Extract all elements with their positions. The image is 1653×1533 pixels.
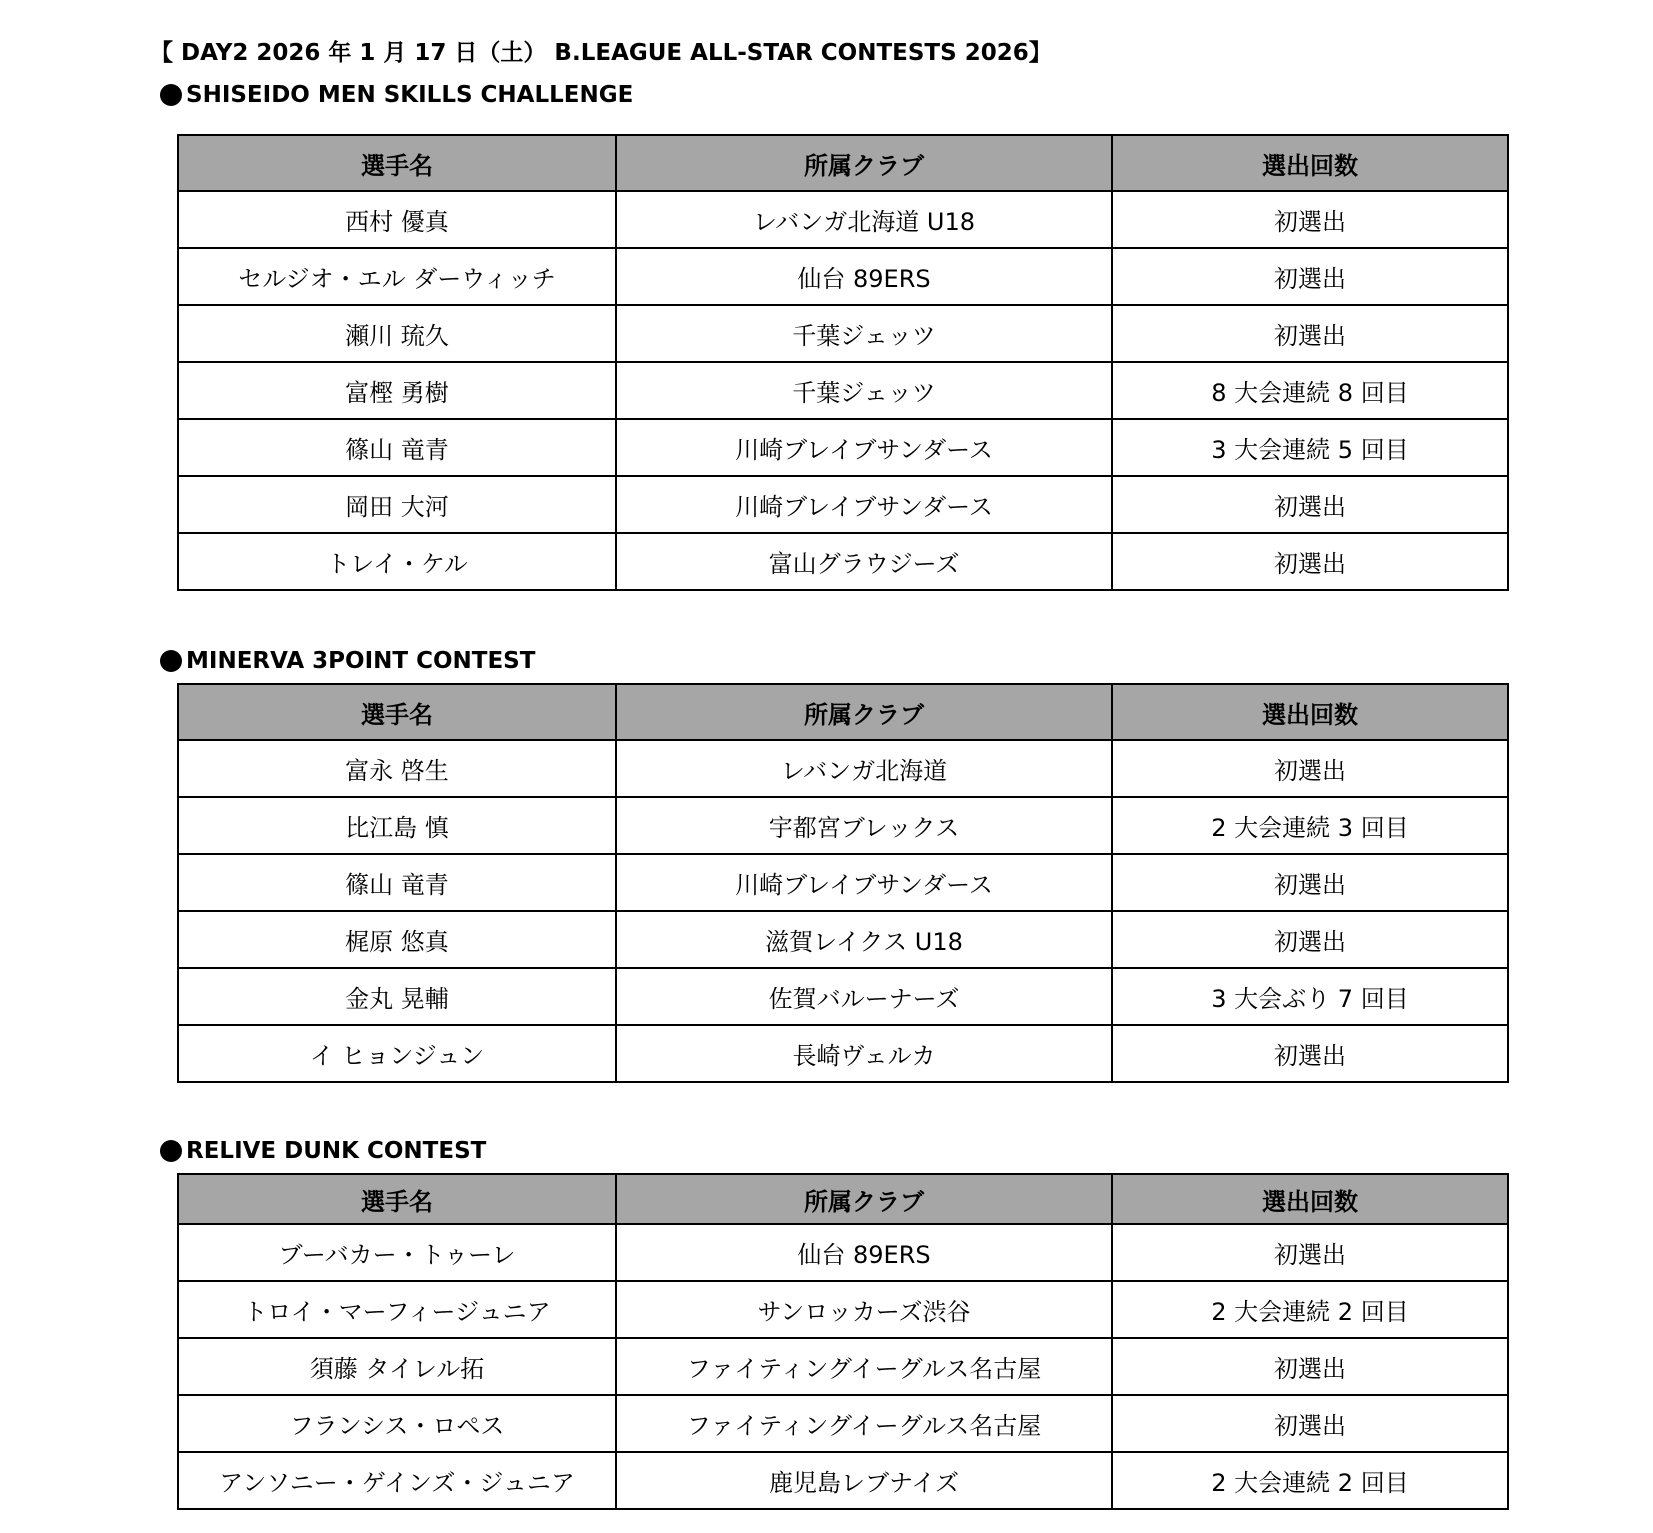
club-name: 仙台 89ERS bbox=[616, 248, 1112, 305]
selection-count: 2 大会連続 2 回目 bbox=[1112, 1452, 1508, 1509]
player-name: 富永 啓生 bbox=[178, 740, 616, 797]
table-row bbox=[178, 1281, 1508, 1338]
table-row bbox=[178, 191, 1508, 248]
selection-count: 初選出 bbox=[1112, 740, 1508, 797]
player-name: 須藤 タイレル拓 bbox=[178, 1338, 616, 1395]
selection-count: 2 大会連続 2 回目 bbox=[1112, 1281, 1508, 1338]
table-row bbox=[178, 854, 1508, 911]
table-row bbox=[178, 419, 1508, 476]
3point-contest-table bbox=[177, 683, 1509, 1083]
section-title-text: SHISEIDO MEN SKILLS CHALLENGE bbox=[186, 82, 634, 108]
header-club: 所属クラブ bbox=[616, 1174, 1112, 1224]
dunk-contest-table bbox=[177, 1173, 1509, 1510]
header-selection-count: 選出回数 bbox=[1112, 684, 1508, 740]
club-name: レバンガ北海道 bbox=[616, 740, 1112, 797]
selection-count: 初選出 bbox=[1112, 1395, 1508, 1452]
header-player-name: 選手名 bbox=[178, 135, 616, 191]
table-row bbox=[178, 1338, 1508, 1395]
table-row bbox=[178, 1452, 1508, 1509]
club-name: 富山グラウジーズ bbox=[616, 533, 1112, 590]
table-row bbox=[178, 248, 1508, 305]
selection-count: 初選出 bbox=[1112, 533, 1508, 590]
bullet-icon bbox=[160, 1140, 182, 1162]
header-selection-count: 選出回数 bbox=[1112, 1174, 1508, 1224]
header-club: 所属クラブ bbox=[616, 684, 1112, 740]
selection-count: 初選出 bbox=[1112, 1025, 1508, 1082]
selection-count: 初選出 bbox=[1112, 854, 1508, 911]
table-row bbox=[178, 476, 1508, 533]
player-name: ブーバカー・トゥーレ bbox=[178, 1224, 616, 1281]
table-row bbox=[178, 1025, 1508, 1082]
section-title-dunk-contest bbox=[160, 1138, 486, 1164]
section-title-3point-contest bbox=[160, 648, 535, 674]
player-name: 西村 優真 bbox=[178, 191, 616, 248]
club-name: レバンガ北海道 U18 bbox=[616, 191, 1112, 248]
table-header-row bbox=[178, 1174, 1508, 1224]
skills-challenge-table bbox=[177, 134, 1509, 591]
club-name: ファイティングイーグルス名古屋 bbox=[616, 1338, 1112, 1395]
player-name: 富樫 勇樹 bbox=[178, 362, 616, 419]
selection-count: 8 大会連続 8 回目 bbox=[1112, 362, 1508, 419]
club-name: 千葉ジェッツ bbox=[616, 362, 1112, 419]
player-name: イ ヒョンジュン bbox=[178, 1025, 616, 1082]
section-title-text: MINERVA 3POINT CONTEST bbox=[186, 648, 536, 674]
table-row bbox=[178, 968, 1508, 1025]
selection-count: 初選出 bbox=[1112, 1338, 1508, 1395]
player-name: 梶原 悠真 bbox=[178, 911, 616, 968]
player-name: トロイ・マーフィージュニア bbox=[178, 1281, 616, 1338]
club-name: 滋賀レイクス U18 bbox=[616, 911, 1112, 968]
club-name: 仙台 89ERS bbox=[616, 1224, 1112, 1281]
club-name: 宇都宮ブレックス bbox=[616, 797, 1112, 854]
bullet-icon bbox=[160, 84, 182, 106]
club-name: 川崎ブレイブサンダース bbox=[616, 419, 1112, 476]
player-name: 瀬川 琉久 bbox=[178, 305, 616, 362]
table-header-row bbox=[178, 684, 1508, 740]
selection-count: 初選出 bbox=[1112, 305, 1508, 362]
player-name: トレイ・ケル bbox=[178, 533, 616, 590]
player-name: セルジオ・エル ダーウィッチ bbox=[178, 248, 616, 305]
club-name: 長崎ヴェルカ bbox=[616, 1025, 1112, 1082]
player-name: 篠山 竜青 bbox=[178, 854, 616, 911]
bullet-icon bbox=[160, 650, 182, 672]
table-row bbox=[178, 362, 1508, 419]
player-name: 岡田 大河 bbox=[178, 476, 616, 533]
table-row bbox=[178, 740, 1508, 797]
table-row bbox=[178, 1224, 1508, 1281]
player-name: フランシス・ロペス bbox=[178, 1395, 616, 1452]
selection-count: 2 大会連続 3 回目 bbox=[1112, 797, 1508, 854]
club-name: ファイティングイーグルス名古屋 bbox=[616, 1395, 1112, 1452]
selection-count: 初選出 bbox=[1112, 248, 1508, 305]
header-player-name: 選手名 bbox=[178, 1174, 616, 1224]
selection-count: 3 大会ぶり 7 回目 bbox=[1112, 968, 1508, 1025]
table-row bbox=[178, 305, 1508, 362]
section-title-skills-challenge bbox=[160, 82, 633, 108]
club-name: サンロッカーズ渋谷 bbox=[616, 1281, 1112, 1338]
player-name: 篠山 竜青 bbox=[178, 419, 616, 476]
club-name: 川崎ブレイブサンダース bbox=[616, 476, 1112, 533]
player-name: 比江島 慎 bbox=[178, 797, 616, 854]
table-row bbox=[178, 911, 1508, 968]
selection-count: 初選出 bbox=[1112, 1224, 1508, 1281]
player-name: アンソニー・ゲインズ・ジュニア bbox=[178, 1452, 616, 1509]
page-title: 【 DAY2 2026 年 1 月 17 日（土） B.LEAGUE ALL-STAR CONTESTS 2026】 bbox=[150, 40, 1052, 66]
table-row bbox=[178, 533, 1508, 590]
header-club: 所属クラブ bbox=[616, 135, 1112, 191]
club-name: 千葉ジェッツ bbox=[616, 305, 1112, 362]
club-name: 鹿児島レブナイズ bbox=[616, 1452, 1112, 1509]
table-row bbox=[178, 797, 1508, 854]
table-header-row bbox=[178, 135, 1508, 191]
club-name: 川崎ブレイブサンダース bbox=[616, 854, 1112, 911]
selection-count: 初選出 bbox=[1112, 911, 1508, 968]
section-title-text: RELIVE DUNK CONTEST bbox=[186, 1138, 487, 1164]
player-name: 金丸 晃輔 bbox=[178, 968, 616, 1025]
club-name: 佐賀バルーナーズ bbox=[616, 968, 1112, 1025]
selection-count: 初選出 bbox=[1112, 191, 1508, 248]
table-row bbox=[178, 1395, 1508, 1452]
header-selection-count: 選出回数 bbox=[1112, 135, 1508, 191]
header-player-name: 選手名 bbox=[178, 684, 616, 740]
selection-count: 3 大会連続 5 回目 bbox=[1112, 419, 1508, 476]
selection-count: 初選出 bbox=[1112, 476, 1508, 533]
